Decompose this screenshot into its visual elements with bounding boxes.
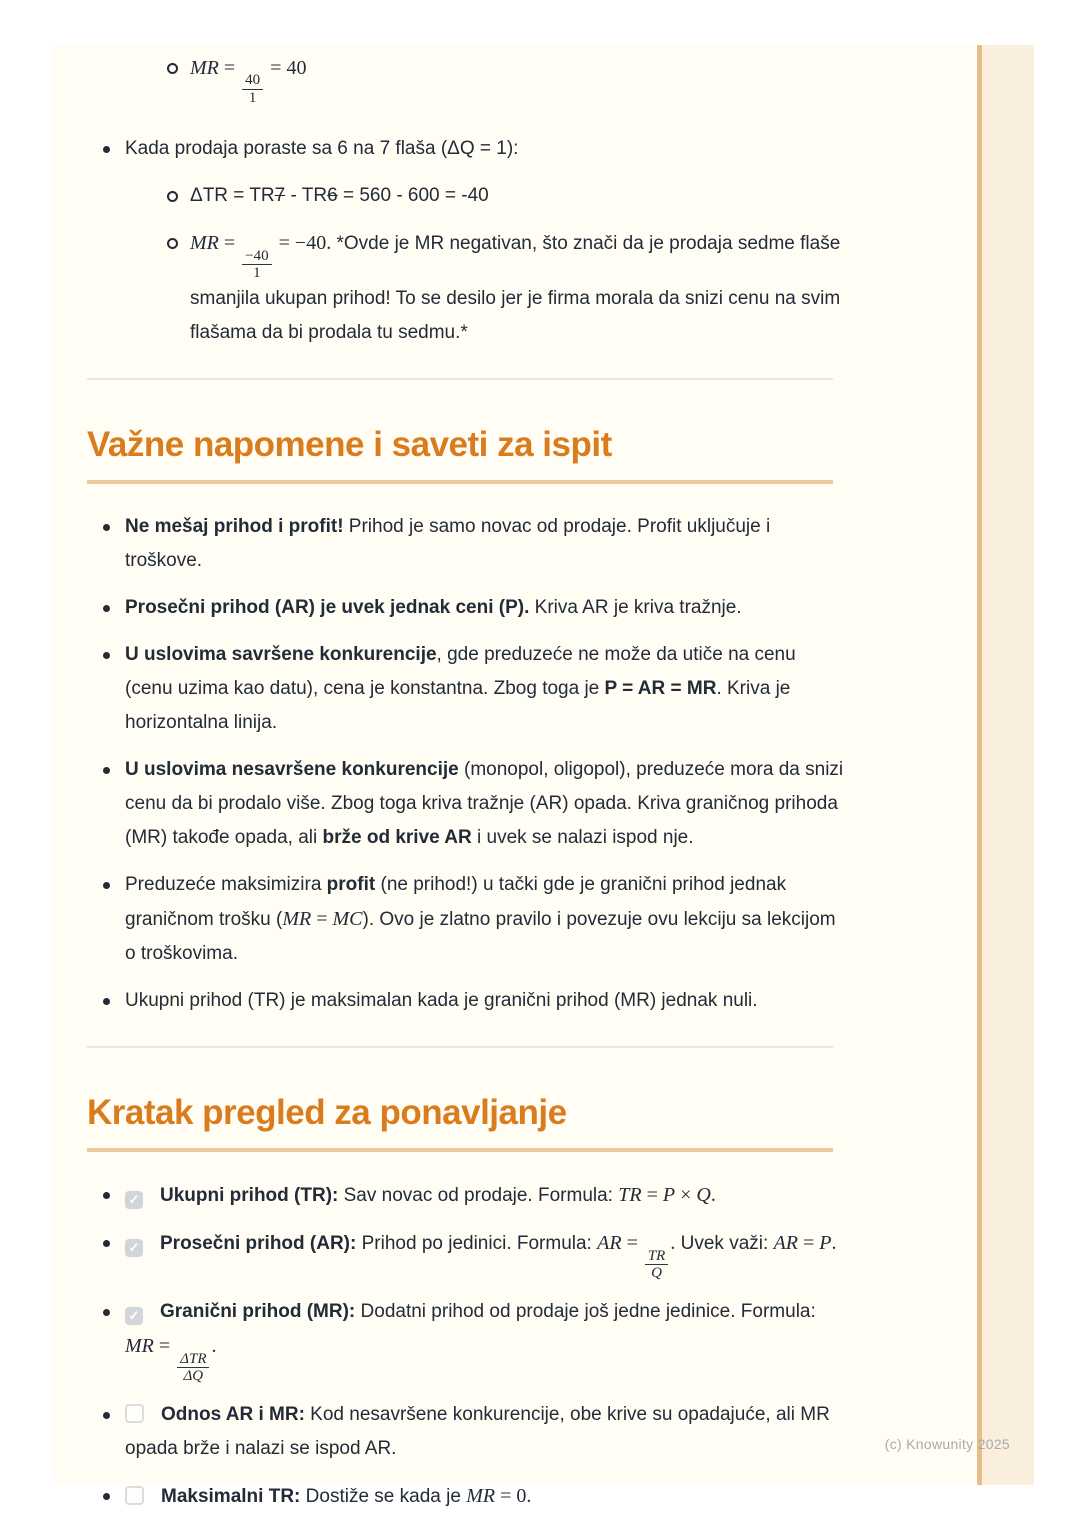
list-item: ✓ Granični prihod (MR): Dodatni prihod od prodaje još jedne jedinice. Formula: MR = $\frac{\text{ΔTR}}{\Delta Q}$ . bbox=[87, 1295, 847, 1385]
bullet-icon bbox=[103, 1192, 110, 1199]
list-item: Preduzeće maksimizira profit (ne prihod!) u tački gde je granični prihod jednak graničnom trošku (MR = MC). Ovo je zlatno pravilo i povezuje ovu lekciju sa lekcijom o troškovima. bbox=[87, 868, 847, 971]
section-title-review: Kratak pregled za ponavljanje bbox=[87, 1092, 567, 1132]
section-divider bbox=[87, 378, 833, 380]
list-item: ΔTR = TR7 - TR6 = 560 - 600 = -40 bbox=[87, 179, 847, 213]
list-item: Maksimalni TR: Dostiže se kada je MR = 0. bbox=[87, 1479, 847, 1514]
fraction: $\frac{40}{1}$ bbox=[242, 72, 263, 106]
bullet-icon bbox=[103, 1240, 110, 1247]
section-title-notes: Važne napomene i saveti za ispit bbox=[87, 424, 612, 464]
checkbox-unchecked-icon[interactable] bbox=[125, 1486, 144, 1505]
checkbox-checked-icon[interactable]: ✓ bbox=[125, 1307, 143, 1325]
bullet-icon bbox=[103, 605, 110, 612]
circle-bullet-icon bbox=[167, 191, 178, 202]
section-divider bbox=[87, 1046, 833, 1048]
fraction: $\frac{-40}{1}$ bbox=[242, 248, 271, 282]
list-item: Kada prodaja poraste sa 6 na 7 flaša (ΔQ = 1): bbox=[87, 132, 847, 166]
fraction: $\frac{TR}{Q}$ bbox=[645, 1248, 669, 1282]
list-item: U uslovima nesavršene konkurencije (monopol, oligopol), preduzeće mora da snizi cenu da bi prodalo više. Zbog toga kriva tražnje (AR) opada. Kriva graničnog prihoda (MR) takođe opada, ali brže od krive AR i uvek se nalazi ispod nje. bbox=[87, 753, 847, 855]
list-item: Ukupni prihod (TR) je maksimalan kada je granični prihod (MR) jednak nuli. bbox=[87, 984, 847, 1018]
list-item: Ne mešaj prihod i profit! Prihod je samo novac od prodaje. Profit uključuje i troškove. bbox=[87, 510, 847, 578]
bullet-icon bbox=[103, 882, 110, 889]
circle-bullet-icon bbox=[167, 238, 178, 249]
checkbox-unchecked-icon[interactable] bbox=[125, 1404, 144, 1423]
page-content bbox=[87, 45, 847, 1527]
list-item: Prosečni prihod (AR) je uvek jednak ceni (P). Kriva AR je kriva tražnje. bbox=[87, 591, 847, 625]
checkbox-checked-icon[interactable]: ✓ bbox=[125, 1191, 143, 1209]
fraction: $\frac{\text{ΔTR}}{\Delta Q}$ bbox=[177, 1351, 209, 1385]
bullet-icon bbox=[103, 524, 110, 531]
bullet-icon bbox=[103, 767, 110, 774]
bullet-icon bbox=[103, 146, 110, 153]
bullet-icon bbox=[103, 1309, 110, 1316]
list-item: U uslovima savršene konkurencije, gde preduzeće ne može da utiče na cenu (cenu uzima kao datu), cena je konstantna. Zbog toga je P = AR = MR. Kriva je horizontalna linija. bbox=[87, 638, 847, 740]
bullet-icon bbox=[103, 998, 110, 1005]
list-item: MR = $\frac{40}{1}$ = 40 bbox=[87, 51, 847, 106]
bullet-icon bbox=[103, 652, 110, 659]
list-item: Odnos AR i MR: Kod nesavršene konkurencije, obe krive su opadajuće, ali MR opada brže i nalazi se ispod AR. bbox=[87, 1398, 847, 1466]
checkbox-checked-icon[interactable]: ✓ bbox=[125, 1239, 143, 1257]
page-edge-stripe bbox=[977, 45, 1034, 1485]
circle-bullet-icon bbox=[167, 63, 178, 74]
notes-list bbox=[87, 510, 847, 1018]
intro-formula-list bbox=[87, 51, 847, 350]
review-checklist bbox=[87, 1178, 847, 1514]
list-item: MR = $\frac{-40}{1}$ = −40. *Ovde je MR negativan, što znači da je prodaja sedme flaše smanjila ukupan prihod! To se desilo jer je firma morala da snizi cenu na svim flašama da bi prodala tu sedmu.* bbox=[87, 226, 847, 349]
list-item: ✓ Prosečni prihod (AR): Prihod po jedinici. Formula: AR = $\frac{TR}{Q}$ . Uvek važi: AR = P. bbox=[87, 1226, 847, 1282]
title-underline bbox=[87, 1148, 833, 1152]
copyright-footer: (c) Knowunity 2025 bbox=[884, 1436, 1010, 1452]
bullet-icon bbox=[103, 1412, 110, 1419]
page-card bbox=[52, 45, 1034, 1507]
list-item: ✓ Ukupni prihod (TR): Sav novac od prodaje. Formula: TR = P × Q. bbox=[87, 1178, 847, 1213]
bullet-icon bbox=[103, 1493, 110, 1500]
title-underline bbox=[87, 480, 833, 484]
